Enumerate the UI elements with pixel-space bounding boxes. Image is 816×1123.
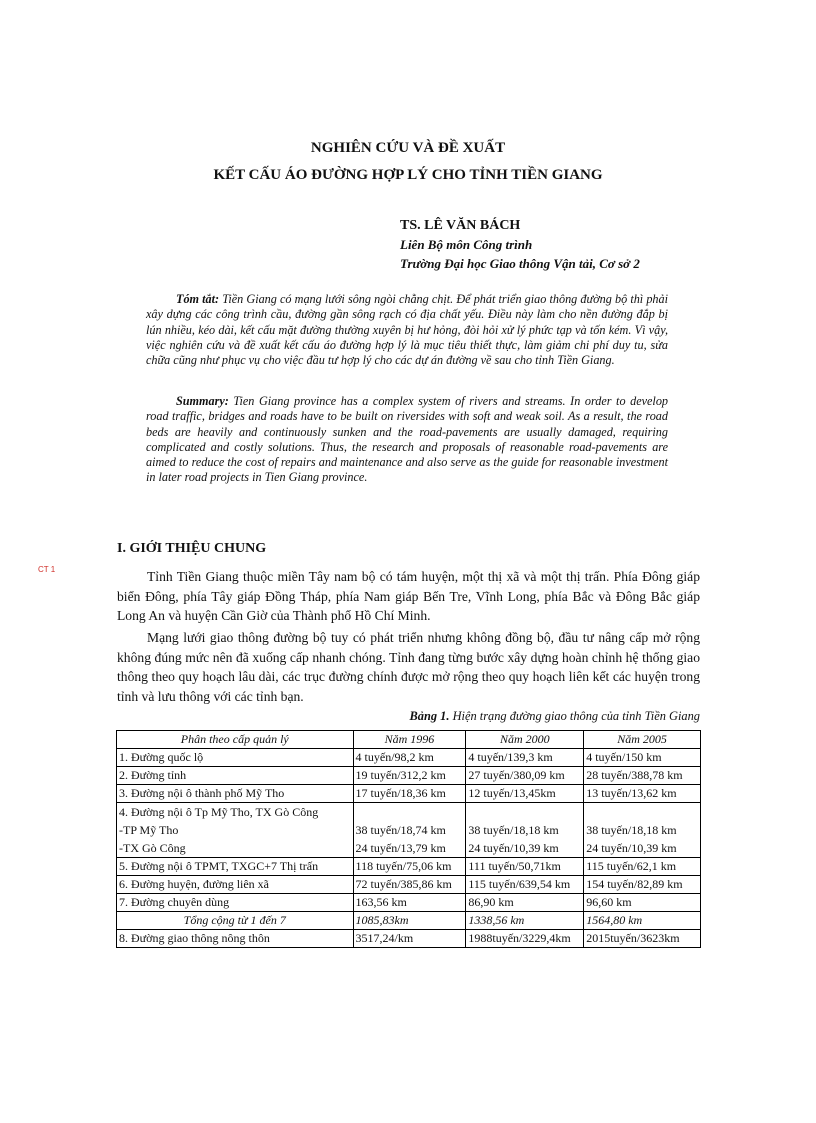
- cell-2000: 12 tuyến/13,45km: [466, 785, 584, 803]
- cell-line: 24 tuyến/13,79 km: [355, 841, 446, 855]
- table-caption-label: Bảng 1.: [409, 709, 450, 723]
- cell-2005: 154 tuyến/82,89 km: [584, 876, 701, 894]
- table-row: [117, 876, 701, 894]
- cell-line: 38 tuyến/18,18 km: [468, 823, 559, 837]
- table-row-multiline: [117, 803, 701, 858]
- row-label: 8. Đường giao thông nông thôn: [117, 930, 354, 948]
- row-label-line: -TX Gò Công: [119, 841, 186, 855]
- col-header-2000: Năm 2000: [466, 731, 584, 749]
- cell-line: [586, 803, 698, 821]
- col-header-1996: Năm 1996: [353, 731, 466, 749]
- cell-line: 24 tuyến/10,39 km: [468, 841, 559, 855]
- abstract-vi-text: Tiền Giang có mạng lưới sông ngòi chằng chịt. Để phát triển giao thông đường bộ thì phải xây dựng các công trình cầu, đường gần sông rạch có địa chất yếu. Điều này làm cho nền đường đắp bị lún nhiều, kéo dài, kết cấu mặt đường thường xuyên bị hư hỏng, đòi hỏi xử lý phức tạp và tốn kém. Vì vậy, việc nghiên cứu và đề xuất kết cấu áo đường hợp lý là mục tiêu thiết thực, làm giảm chi phí duy tu, sửa chữa cũng như phục vụ cho việc đầu tư hợp lý cho các dự án đường về sau cho tỉnh Tiền Giang.: [146, 292, 669, 368]
- cell-line: [356, 803, 464, 821]
- cell-2000: 27 tuyến/380,09 km: [466, 767, 584, 785]
- cell-1996: 17 tuyến/18,36 km: [353, 785, 466, 803]
- cell-1996: 4 tuyến/98,2 km: [353, 749, 466, 767]
- cell-line: [468, 803, 581, 821]
- total-label: Tổng cộng từ 1 đến 7: [117, 912, 354, 930]
- row-label: 3. Đường nội ô thành phố Mỹ Tho: [117, 785, 354, 803]
- col-header-2005: Năm 2005: [584, 731, 701, 749]
- total-2005: 1564,80 km: [584, 912, 701, 930]
- cell-2000: 86,90 km: [466, 894, 584, 912]
- cell-2000: 4 tuyến/139,3 km: [466, 749, 584, 767]
- row-label: 6. Đường huyện, đường liên xã: [117, 876, 354, 894]
- affiliation-university: Trường Đại học Giao thông Vận tải, Cơ sở 2: [400, 256, 640, 271]
- row-label: 7. Đường chuyên dùng: [117, 894, 354, 912]
- table-row: [117, 858, 701, 876]
- cell-1996: 19 tuyến/312,2 km: [353, 767, 466, 785]
- abstract-en-text: Tien Giang province has a complex system of rivers and streams. In order to develop road traffic, bridges and roads have to be built on riversides with soft and weak soil. As a result, the road beds are heavily and continuously sunken and the road-pavements are usually damaged, requiring complicated and costly solutions. Thus, the research and proposals of reasonable road-pavements are aimed to reduce the cost of repairs and maintenance and also serve as the guide for reasonable investment in later road projects in Tien Giang province.: [146, 394, 669, 485]
- abstract-en-label: Summary:: [176, 394, 229, 408]
- table-row: [117, 785, 701, 803]
- row-label-line: -TP Mỹ Tho: [119, 823, 179, 837]
- total-2000: 1338,56 km: [466, 912, 584, 930]
- author-block: [400, 216, 640, 273]
- table-row: [117, 749, 701, 767]
- table-header-row: [117, 731, 701, 749]
- row-label: 5. Đường nội ô TPMT, TXGC+7 Thị trấn: [117, 858, 354, 876]
- paper-title-line-2: KẾT CẤU ÁO ĐƯỜNG HỢP LÝ CHO TỈNH TIỀN GIANG: [213, 167, 603, 183]
- abstract-vi-label: Tóm tắt:: [176, 292, 220, 306]
- intro-paragraph-2: Mạng lưới giao thông đường bộ tuy có phát triển nhưng không đồng bộ, đầu tư nâng cấp mở rộng không đúng mức nên đã xuống cấp nhanh chóng. Tỉnh đang từng bước xây dựng hoàn chỉnh hệ thống giao thông theo quy hoạch lâu dài, các trục đường chính được mở rộng theo quy hoạch liên kết các huyện trong tỉnh và lưu thông với các tỉnh bạn.: [117, 630, 700, 704]
- margin-comment-marker[interactable]: CT 1: [38, 565, 56, 574]
- row-label: [117, 803, 354, 858]
- cell-2000: [466, 803, 584, 858]
- cell-2005: 115 tuyến/62,1 km: [584, 858, 701, 876]
- cell-2005: 96,60 km: [584, 894, 701, 912]
- cell-line: 38 tuyến/18,18 km: [586, 823, 677, 837]
- cell-2005: [584, 803, 701, 858]
- table-caption-text: Hiện trạng đường giao thông của tỉnh Tiền Giang: [452, 709, 700, 723]
- row-label-line: 4. Đường nội ô Tp Mỹ Tho, TX Gò Công: [119, 805, 319, 819]
- table-row: [117, 767, 701, 785]
- cell-2005: 28 tuyến/388,78 km: [584, 767, 701, 785]
- abstract-english: [146, 394, 668, 486]
- row-label: 1. Đường quốc lộ: [117, 749, 354, 767]
- cell-2000: 1988tuyến/3229,4km: [466, 930, 584, 948]
- intro-paragraph-1: Tỉnh Tiền Giang thuộc miền Tây nam bộ có tám huyện, một thị xã và một thị trấn. Phía Đông giáp biển Đông, phía Tây giáp Đồng Tháp, phía Nam giáp Bến Tre, Vĩnh Long, phía Bắc và Đông Bắc giáp Long An và huyện Cần Giờ của Thành phố Hồ Chí Minh.: [117, 569, 700, 623]
- road-status-table: [116, 730, 701, 948]
- abstract-vietnamese: [146, 292, 668, 368]
- cell-1996: 118 tuyến/75,06 km: [353, 858, 466, 876]
- table-row: [117, 930, 701, 948]
- cell-1996: 3517,24/km: [353, 930, 466, 948]
- row-label: 2. Đường tỉnh: [117, 767, 354, 785]
- table-total-row: [117, 912, 701, 930]
- cell-2005: 4 tuyến/150 km: [584, 749, 701, 767]
- cell-line: 24 tuyến/10,39 km: [586, 841, 677, 855]
- table-caption: [117, 709, 700, 724]
- affiliation-department: Liên Bộ môn Công trình: [400, 237, 533, 252]
- section-heading: I. GIỚI THIỆU CHUNG: [117, 541, 267, 556]
- paper-title-line-1: NGHIÊN CỨU VÀ ĐỀ XUẤT: [310, 140, 506, 156]
- cell-line: 38 tuyến/18,74 km: [355, 823, 446, 837]
- author-name: TS. LÊ VĂN BÁCH: [400, 218, 521, 233]
- cell-2005: 2015tuyến/3623km: [584, 930, 701, 948]
- cell-1996: 163,56 km: [353, 894, 466, 912]
- table-row: [117, 894, 701, 912]
- col-header-category: Phân theo cấp quản lý: [117, 731, 354, 749]
- cell-1996: 72 tuyến/385,86 km: [353, 876, 466, 894]
- cell-2000: 115 tuyến/639,54 km: [466, 876, 584, 894]
- cell-2000: 111 tuyến/50,71km: [466, 858, 584, 876]
- total-1996: 1085,83km: [353, 912, 466, 930]
- cell-1996: [353, 803, 466, 858]
- cell-2005: 13 tuyến/13,62 km: [584, 785, 701, 803]
